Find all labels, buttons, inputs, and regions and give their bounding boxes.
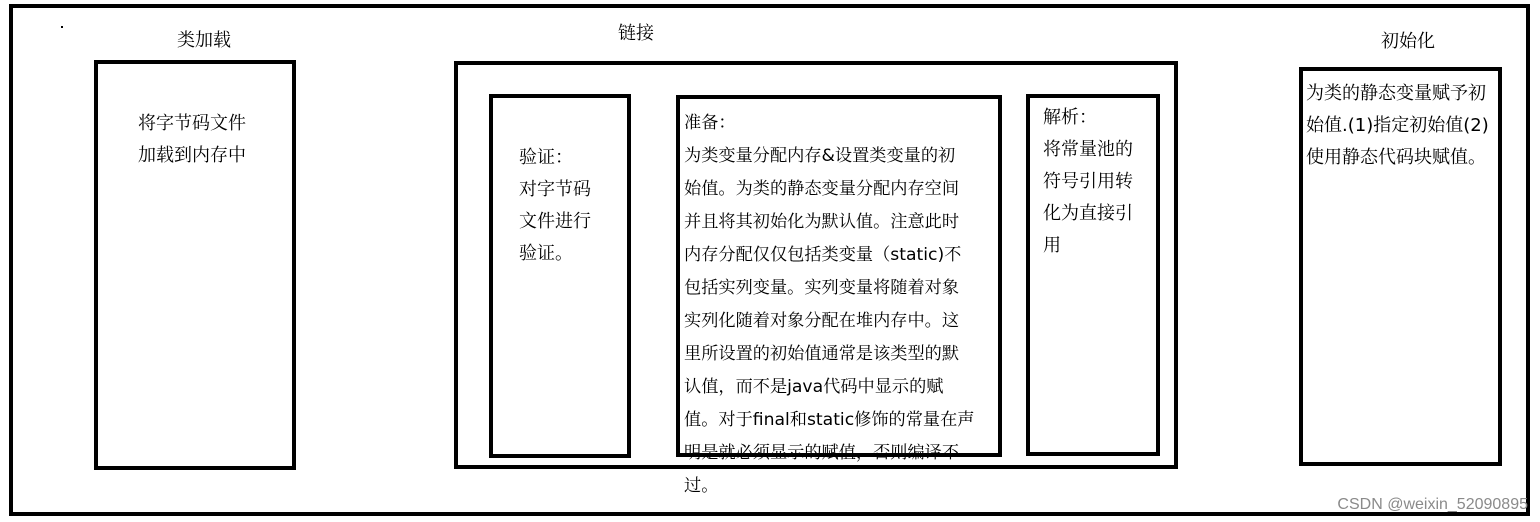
watermark: CSDN @weixin_52090895 [1337,496,1528,513]
class-loading-text: 将字节码文件 加载到内存中 [138,113,246,166]
resolution-text: 解析： 将常量池的 符号引用转 化为直接引 用 [1043,107,1133,256]
initialization-title: 初始化 [1381,31,1435,52]
class-loading-title: 类加载 [177,30,231,51]
verification-text: 验证： 对字节码 文件进行 验证。 [519,147,591,264]
stray-dot [61,26,63,28]
preparation-text: 准备： 为类变量分配内存&设置类变量的初 始值。为类的静态变量分配内存空间 并且将其初始化为默认值。注意此时 内存分配仅仅包括类变量（static)不 包括实列变量。实列变量将随着对象 实列化随着对象分配在堆内存中。这 里所设置的初始值通常是该类型的默 认值，而不是java代码中显示的赋 值。对于final和static修饰的常量在声 明是就必须显示的赋值，否则编译不 过。 [684,113,975,496]
linking-title: 链接 [618,23,654,44]
initialization-text: 为类的静态变量赋予初 始值.(1)指定初始值(2) 使用静态代码块赋值。 [1306,83,1489,168]
